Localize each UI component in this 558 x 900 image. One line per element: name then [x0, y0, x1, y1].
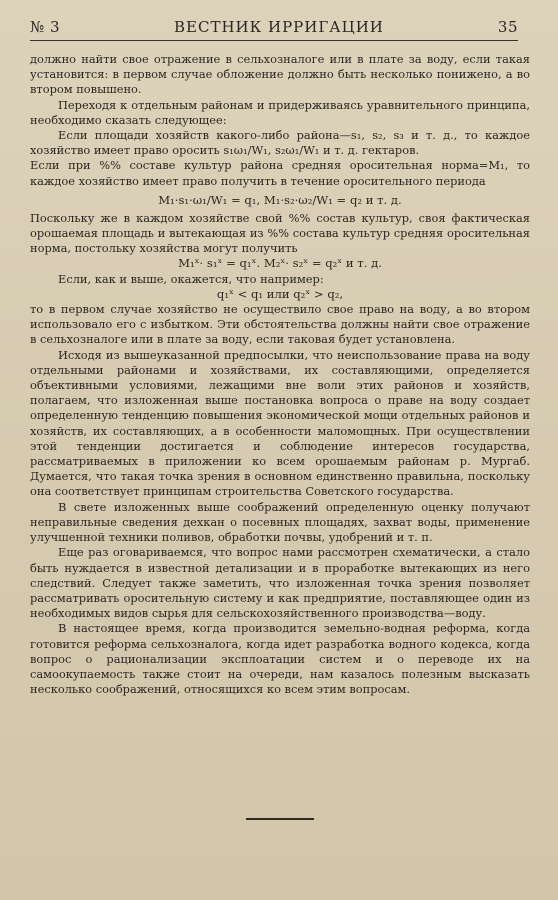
paragraph: Если, как и выше, окажется, что например: — [58, 271, 324, 286]
page-header — [30, 18, 518, 41]
paragraph: должно найти свое отражение в сельхозналоге или в плате за воду, если такая установится: в первом случае обложение должно быть несколько понижено, а во втором повышено. — [30, 52, 530, 97]
paragraph: Если площади хозяйств какого-либо района—s₁, s₂, s₃ и т. д., то каждое хозяйство имеет право оросить s₁ω₁/W₁, s₂ω₁/W₁ и т. д. гектаров. — [30, 128, 530, 158]
paragraph: В настоящее время, когда производится земельно-водная реформа, когда готовится реформа сельхозналога, когда идет разработка водного кодекса, когда вопрос о рационализации эксплоатации систем и о переводе их на самоокупаемость также стоит на очереди, нам казалось полезным высказать несколько соображений, относящихся ко всем этим вопросам. — [30, 621, 530, 697]
paragraph: Еще раз оговариваемся, что вопрос нами рассмотрен схематически, а стало быть нуждается в известной детализации и в проработке вытекающих из него следствий. Следует также заметить, что изложенная точка зрения позволяет рассматривать оросительную систему и как предприятие, поставляющее один из необходимых видов сырья для сельскохозяйственного производства—воду. — [30, 545, 530, 621]
paragraph: Поскольку же в каждом хозяйстве свой %% состав культур, своя фактическая орошаемая площадь и вытекающая из %% состава культур средняя оросительная норма, постольку хозяйства могут получить — [30, 210, 530, 256]
formula: M₁ˣ· s₁ˣ = q₁ˣ. M₂ˣ· s₂ˣ = q₂ˣ и т. д. — [178, 256, 382, 271]
end-divider — [246, 818, 314, 820]
formula: M₁·s₁·ω₁/W₁ = q₁, M₁·s₂·ω₂/W₁ = q₂ и т. д. — [158, 192, 402, 207]
page-number: 35 — [497, 18, 518, 36]
paragraph: В свете изложенных выше соображений определенную оценку получают неправильные сведения дехкан о посевных площадях, захват воды, применение улучшенной техники поливов, обработки почвы, удобрений и т. п. — [30, 499, 530, 545]
article-body — [30, 52, 530, 697]
paragraph: Если при %% составе культур района средняя оросительная норма=M₁, то каждое хозяйство имеет право получить в течение оросительного периода — [30, 158, 530, 188]
paragraph: Переходя к отдельным районам и придерживаясь уравнительного принципа, необходимо сказать следующее: — [30, 97, 530, 127]
journal-title: ВЕСТНИК ИРРИГАЦИИ — [174, 18, 384, 36]
paragraph: Исходя из вышеуказанной предпосылки, что неиспользование права на воду отдельными районами и хозяйствами, их составляющими, определяется объективными условиями, лежащими вне воли этих районов и хозяйств, полагаем, что изложенная выше постановка вопроса о праве на воду создает определенную тенденцию повышения экономической мощи отдельных районов и хозяйств, их составляющих, а в особенности маломощных. При осуществлении этой тенденции достигается и соблюдение интересов государства, рассматриваемых в приложении ко всем орошаемым районам р. Мургаб. Думается, что такая точка зрения в основном единственно правильна, поскольку она соответствует принципам строительства Советского государства. — [30, 347, 530, 499]
paragraph: то в первом случае хозяйство не осуществило свое право на воду, а во втором использовало его с избытком. Эти обстоятельства должны найти свое отражение в сельхозналоге или в плате за воду, если таковая будет установлена. — [30, 302, 530, 347]
formula: q₁ˣ < q₁ или q₂ˣ > q₂, — [216, 286, 344, 301]
issue-number: № 3 — [30, 18, 61, 36]
